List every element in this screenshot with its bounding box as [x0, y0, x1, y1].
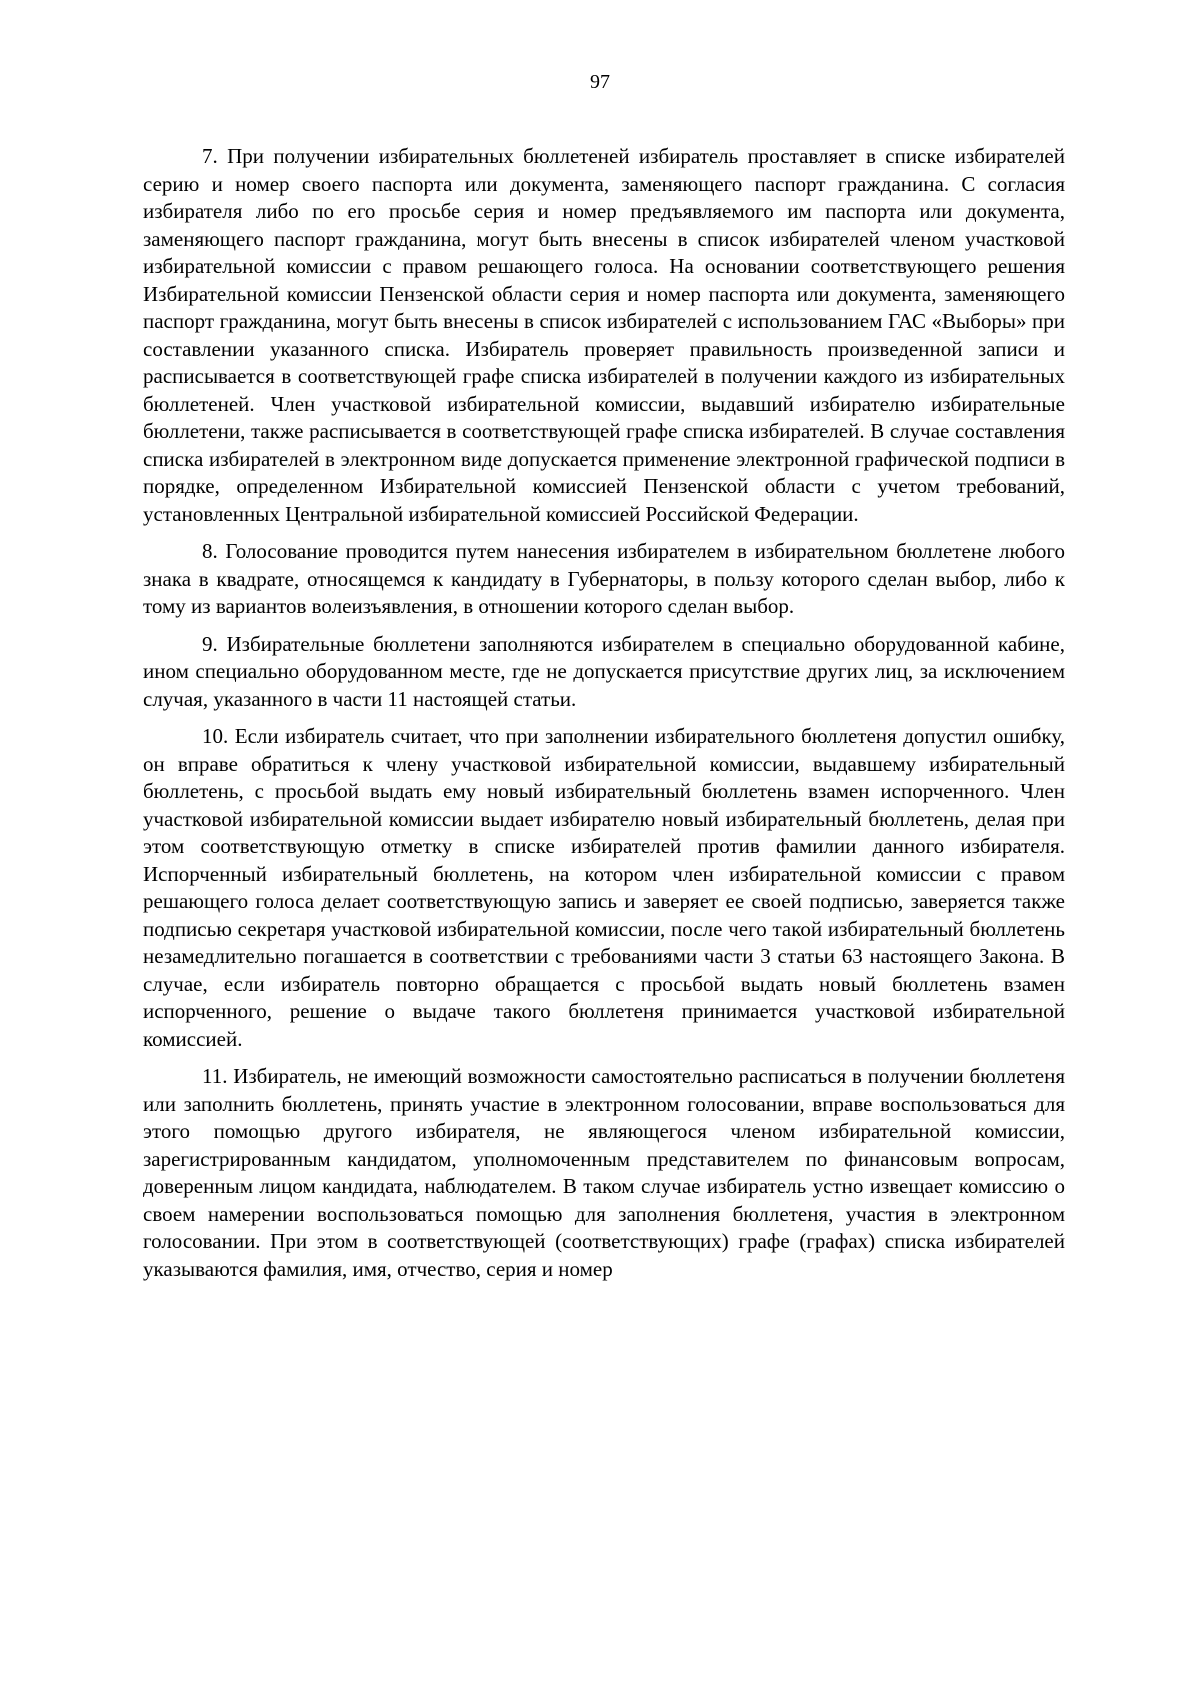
paragraph-11: 11. Избиратель, не имеющий возможности самостоятельно расписаться в получении бюллетеня или заполнить бюллетень, принять участие в электронном голосовании, вправе воспользоваться для этого помощью другого избирателя, не являющегося членом избирательной комиссии, зарегистрированным кандидатом, уполномоченным представителем по финансовым вопросам, доверенным лицом кандидата, наблюдателем. В таком случае избиратель устно извещает комиссию о своем намерении воспользоваться помощью для заполнения бюллетеня, участия в электронном голосовании. При этом в соответствующей (соответствующих) графе (графах) списка избирателей указываются фамилия, имя, отчество, серия и номер — [143, 1064, 1065, 1281]
paragraph-8: 8. Голосование проводится путем нанесения избирателем в избирательном бюллетене любого знака в квадрате, относящемся к кандидату в Губернаторы, в пользу которого сделан выбор, либо к тому из вариантов волеизъявления, в отношении которого сделан выбор. — [143, 539, 1065, 618]
paragraph-10: 10. Если избиратель считает, что при заполнении избирательного бюллетеня допустил ошибку, он вправе обратиться к члену участковой избирательной комиссии, выдавшему избирательный бюллетень, с просьбой выдать ему новый избирательный бюллетень взамен испорченного. Член участковой избирательной комиссии выдает избирателю новый избирательный бюллетень, делая при этом соответствующую отметку в списке избирателей против фамилии данного избирателя. Испорченный избирательный бюллетень, на котором член избирательной комиссии с правом решающего голоса делает соответствующую запись и заверяет ее своей подписью, заверяется также подписью секретаря участковой избирательной комиссии, после чего такой избирательный бюллетень незамедлительно погашается в соответствии с требованиями части 3 статьи 63 настоящего Закона. В случае, если избиратель повторно обращается с просьбой выдать новый бюллетень взамен испорченного, решение о выдаче такого бюллетеня принимается участковой избирательной комиссией. — [143, 724, 1065, 1051]
paragraph-9: 9. Избирательные бюллетени заполняются избирателем в специально оборудованной кабине, ином специально оборудованном месте, где не допускается присутствие других лиц, за исключением случая, указанного в части 11 настоящей статьи. — [143, 631, 1065, 711]
document-body — [143, 143, 1065, 1293]
paragraph-7: 7. При получении избирательных бюллетеней избиратель проставляет в списке избирателей серию и номер своего паспорта или документа, заменяющего паспорт гражданина. С согласия избирателя либо по его просьбе серия и номер предъявляемого им паспорта или документа, заменяющего паспорт гражданина, могут быть внесены в список избирателей членом участковой избирательной комиссии с правом решающего голоса. На основании соответствующего решения Избирательной комиссии Пензенской области серия и номер паспорта или документа, заменяющего паспорт гражданина, могут быть внесены в список избирателей с использованием ГАС «Выборы» при составлении указанного списка. Избиратель проверяет правильность произведенной записи и расписывается в соответствующей графе списка избирателей в получении каждого из избирательных бюллетеней. Член участковой избирательной комиссии, выдавший избирателю избирательные бюллетени, также расписывается в соответствующей графе списка избирателей. В случае составления списка избирателей в электронном виде допускается применение электронной графической подписи в порядке, определенном Избирательной комиссией Пензенской области с учетом требований, установленных Центральной избирательной комиссией Российской Федерации. — [143, 144, 1065, 526]
page-number: 97 — [590, 71, 610, 93]
